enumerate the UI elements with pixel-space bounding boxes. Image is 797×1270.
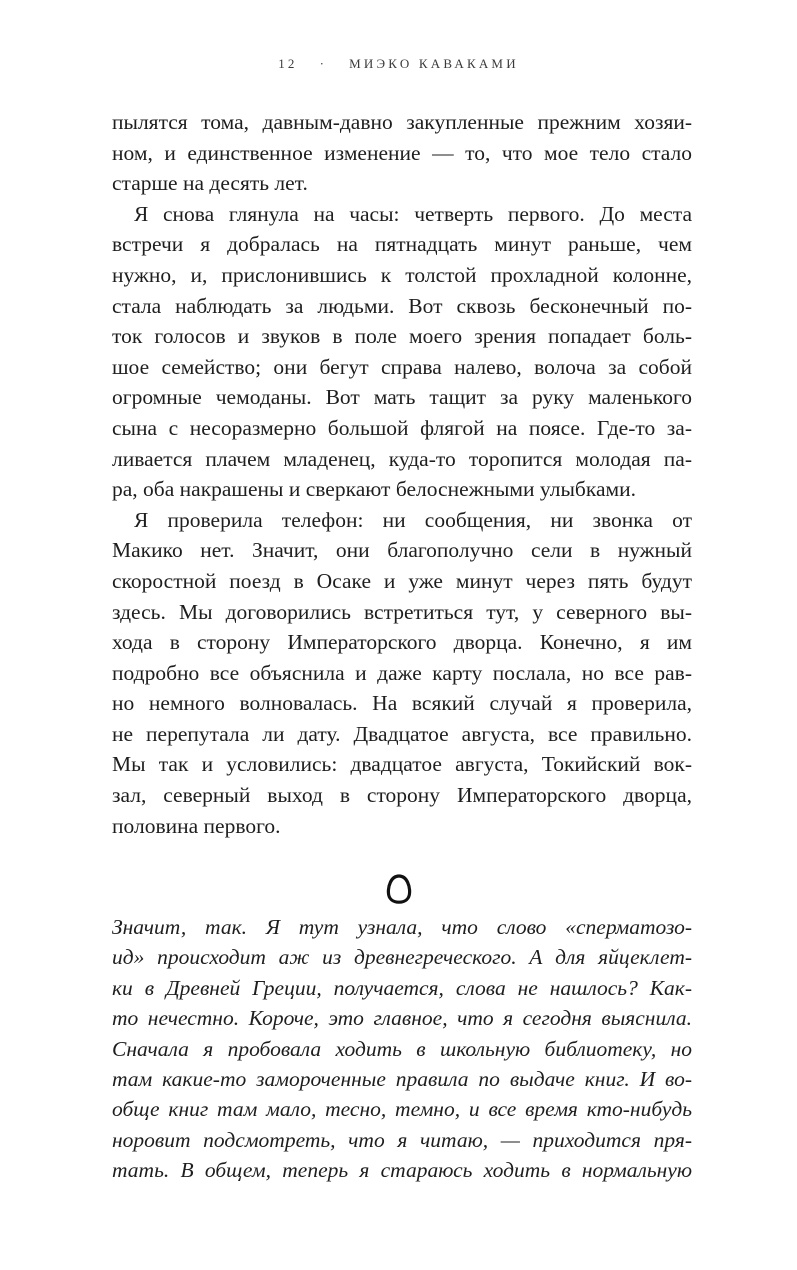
text-line: огромные чемоданы. Вот мать тащит за руку маленького [112, 385, 692, 410]
text-line: скоростной поезд в Осаке и уже минут через пять будут [112, 568, 692, 593]
text-line: Мы так и условились: двадцатое августа, Токийский вок- [112, 752, 692, 777]
text-line: ливается плачем младенец, куда-то торопится молодая па- [112, 446, 692, 471]
text-line: ток голосов и звуков в поле моего зрения попадает боль- [112, 324, 692, 349]
text-line: то нечестно. Короче, это главное, что я сегодня выяснила. [112, 1006, 692, 1031]
text-line: половина первого. [112, 813, 281, 838]
text-line: Макико нет. Значит, они благополучно сели в нужный [112, 538, 692, 563]
text-line: Значит, так. Я тут узнала, что слово «сперматозо- [112, 915, 692, 939]
text-line: Сначала я пробовала ходить в школьную библиотеку, но [112, 1036, 692, 1061]
text-line: зал, северный выход в сторону Императорского дворца, [112, 783, 692, 808]
text-line: ра, оба накрашены и сверкают белоснежными улыбками. [112, 477, 636, 502]
paragraph [112, 107, 692, 199]
letter-text [112, 912, 692, 1186]
text-line: здесь. Мы договорились встретиться тут, у северного вы- [112, 599, 692, 624]
text-line: шое семейство; они бегут справа налево, волоча за собой [112, 354, 692, 379]
text-line: ид» происходит аж из древнегреческого. А для яйцеклет- [112, 945, 692, 970]
text-line: обще книг там мало, тесно, темно, и все время кто-нибудь [112, 1097, 692, 1122]
text-line: норовит подсмотреть, что я читаю, — приходится пря- [112, 1127, 692, 1152]
text-line: там какие-то замороченные правила по выдаче книг. И во- [112, 1067, 692, 1092]
text-line: но немного волновалась. На всякий случай я проверила, [112, 691, 692, 716]
text-line: Я снова глянула на часы: четверть первого. До места [134, 201, 692, 226]
text-line: подробно все объяснила и даже карту послала, но все рав- [112, 660, 692, 685]
text-line: нужно, и, прислонившись к толстой прохладной колонне, [112, 262, 692, 287]
text-line: ном, и единственное изменение — то, что мое тело стало [112, 140, 692, 165]
header-separator: · [319, 56, 328, 71]
text-line: хода в сторону Императорского дворца. Конечно, я им [112, 630, 692, 655]
author-name: МИЭКО КАВАКАМИ [349, 56, 519, 71]
text-line: старше на десять лет. [112, 171, 308, 196]
running-head [0, 56, 797, 72]
paragraph [112, 505, 692, 842]
main-text [112, 107, 692, 841]
text-line: сына с несоразмерно большой флягой на поясе. Где-то за- [112, 415, 692, 440]
text-line: Я проверила телефон: ни сообщения, ни звонка от [134, 507, 692, 532]
egg-ornament-icon [384, 873, 414, 905]
section-break [0, 873, 797, 910]
text-line: ки в Древней Греции, получается, слова не нашлось? Как- [112, 975, 692, 1000]
text-line: встречи я добралась на пятнадцать минут раньше, чем [112, 232, 692, 257]
page-number: 12 [278, 56, 298, 71]
text-line: тать. В общем, теперь я стараюсь ходить в нормальную [112, 1158, 692, 1183]
text-line: стала наблюдать за людьми. Вот сквозь бесконечный по- [112, 293, 692, 318]
text-line: не перепутала ли дату. Двадцатое августа, все правильно. [112, 721, 692, 746]
text-line: пылятся тома, давным-давно закупленные прежним хозяи- [112, 110, 692, 134]
paragraph [112, 199, 692, 505]
